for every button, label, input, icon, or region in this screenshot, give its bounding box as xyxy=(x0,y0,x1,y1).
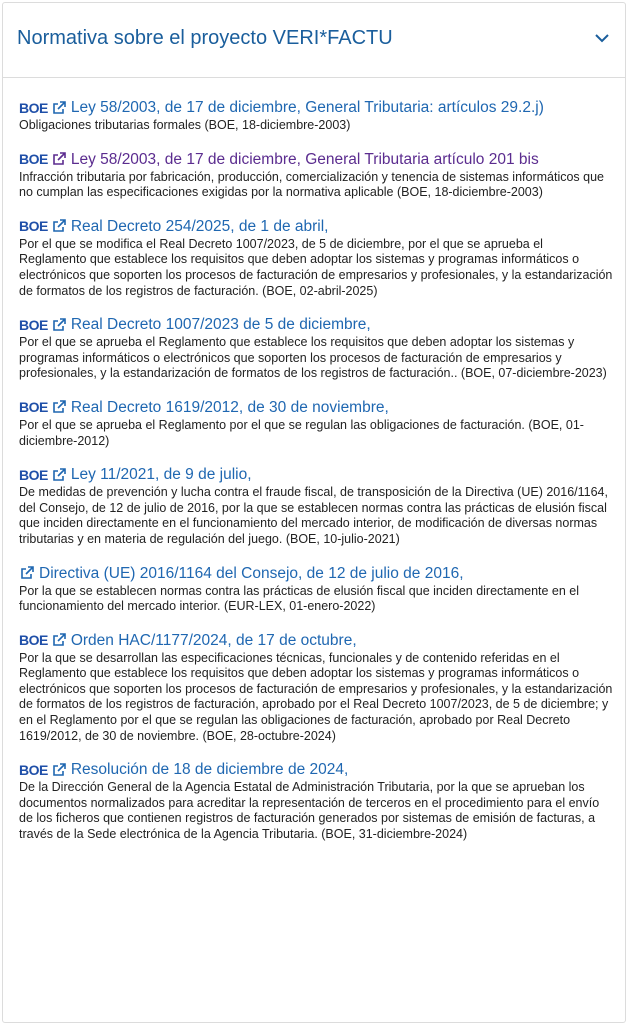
accordion-title: Normativa sobre el proyecto VERI*FACTU xyxy=(17,26,393,49)
item-title: Ley 11/2021, de 9 de julio, xyxy=(70,466,252,484)
item-link[interactable] xyxy=(19,315,625,334)
item-description: Infracción tributaria por fabricación, producción, comercialización y tenencia de sistemas informáticos que no cumplan las especificaciones exigidas por la normativa aplicable (BOE, 18-diciembre-2003) xyxy=(19,169,605,200)
list-item xyxy=(19,150,625,201)
list-item xyxy=(19,631,625,745)
item-description: De la Dirección General de la Agencia Estatal de Administración Tributaria, por la que se aprueban los documentos normalizados para acreditar la representación de terceros en el procedimiento para el envío de los ficheros que contienen registros de facturación generados por sistemas de emisión de facturas, a través de la Sede electrónica de la Agencia Tributaria. (BOE, 31-diciembre-2024) xyxy=(19,780,600,842)
item-link[interactable] xyxy=(19,398,625,417)
boe-logo: BOE xyxy=(19,151,48,168)
item-title: Resolución de 18 de diciembre de 2024, xyxy=(70,761,349,779)
item-title: Real Decreto 1007/2023 de 5 de diciembre, xyxy=(70,316,371,334)
item-title: Orden HAC/1177/2024, de 17 de octubre, xyxy=(70,631,357,649)
accordion-header[interactable] xyxy=(3,3,625,78)
list-item xyxy=(19,98,625,134)
boe-logo: BOE xyxy=(19,466,48,483)
external-link-icon xyxy=(51,399,67,415)
item-link[interactable] xyxy=(19,217,625,236)
item-link[interactable] xyxy=(19,150,625,169)
item-link[interactable] xyxy=(19,465,625,484)
item-description: Por el que se aprueba el Reglamento que establece los requisitos que deben adoptar los sistemas y programas informáticos o electrónicos que soporten los procesos de facturación de empresarios y profesionales, y la estandarización de formatos de los registros de facturación.. (BOE, 07-diciembre-2023) xyxy=(19,335,607,381)
boe-logo: BOE xyxy=(19,761,48,778)
boe-logo: BOE xyxy=(19,218,48,235)
boe-logo: BOE xyxy=(19,632,48,649)
item-title: Real Decreto 1619/2012, de 30 de noviembre, xyxy=(70,398,389,416)
item-link[interactable] xyxy=(19,631,625,650)
external-link-icon xyxy=(51,762,67,778)
boe-logo: BOE xyxy=(19,99,48,116)
external-link-icon xyxy=(19,565,35,581)
boe-logo: BOE xyxy=(19,399,48,416)
list-item xyxy=(19,398,625,449)
item-description: De medidas de prevención y lucha contra el fraude fiscal, de transposición de la Directiva (UE) 2016/1164, del Consejo, de 12 de julio de 2016, por la que se establecen normas contra las prácticas de elusión fiscal que inciden directamente en el funcionamiento del mercado interior, de modificación de diversas normas tributarias y en materia de regulación del juego. (BOE, 10-julio-2021) xyxy=(19,485,608,546)
item-description: Por la que se establecen normas contra las prácticas de elusión fiscal que inciden directamente en el funcionamiento del mercado interior. (EUR-LEX, 01-enero-2022) xyxy=(19,583,580,614)
regulation-list xyxy=(3,78,625,843)
item-title: Ley 58/2003, de 17 de diciembre, General Tributaria artículo 201 bis xyxy=(70,150,539,168)
external-link-icon xyxy=(51,151,67,167)
item-link[interactable] xyxy=(19,760,625,779)
item-title: Ley 58/2003, de 17 de diciembre, General Tributaria: artículos 29.2.j) xyxy=(70,99,544,116)
item-link[interactable] xyxy=(19,98,625,117)
list-item xyxy=(19,465,625,547)
item-title: Real Decreto 254/2025, de 1 de abril, xyxy=(70,217,329,235)
list-item xyxy=(19,760,625,842)
external-link-icon xyxy=(51,100,67,116)
item-title: Directiva (UE) 2016/1164 del Consejo, de 12 de julio de 2016, xyxy=(39,564,464,582)
item-description: Por el que se modifica el Real Decreto 1007/2023, de 5 de diciembre, por el que se aprueba el Reglamento que establece los requisitos que deben adoptar los sistemas y programas informáticos o electrónicos que soporten los procesos de facturación de empresarios y profesionales, y la estandarización de formatos de los registros de facturación. (BOE, 02-abril-2025) xyxy=(19,236,613,298)
item-link[interactable] xyxy=(19,564,625,583)
item-description: Obligaciones tributarias formales (BOE, 18-diciembre-2003) xyxy=(19,118,351,132)
list-item xyxy=(19,564,625,615)
external-link-icon xyxy=(51,317,67,333)
external-link-icon xyxy=(51,467,67,483)
item-description: Por la que se desarrollan las especificaciones técnicas, funcionales y de contenido referidas en el Reglamento que establece los requisitos que deben adoptar los sistemas y programas informáticos o electrónicos que soporten los procesos de facturación de empresarios y profesionales, y la estandarización de formatos de los registros de facturación, aprobado por el Real Decreto 1007/2023, de 5 de diciembre; y en el Reglamento por el que se regulan las obligaciones de facturación, aprobado por Real Decreto 1619/2012, de 30 de noviembre. (BOE, 28-octubre-2024) xyxy=(19,650,613,743)
boe-logo: BOE xyxy=(19,316,48,333)
list-item xyxy=(19,217,625,299)
chevron-down-icon[interactable] xyxy=(593,29,611,47)
external-link-icon xyxy=(51,218,67,234)
item-description: Por el que se aprueba el Reglamento por el que se regulan las obligaciones de facturación. (BOE, 01-diciembre-2012) xyxy=(19,417,584,448)
external-link-icon xyxy=(51,632,67,648)
accordion-panel xyxy=(2,2,626,1023)
list-item xyxy=(19,315,625,382)
